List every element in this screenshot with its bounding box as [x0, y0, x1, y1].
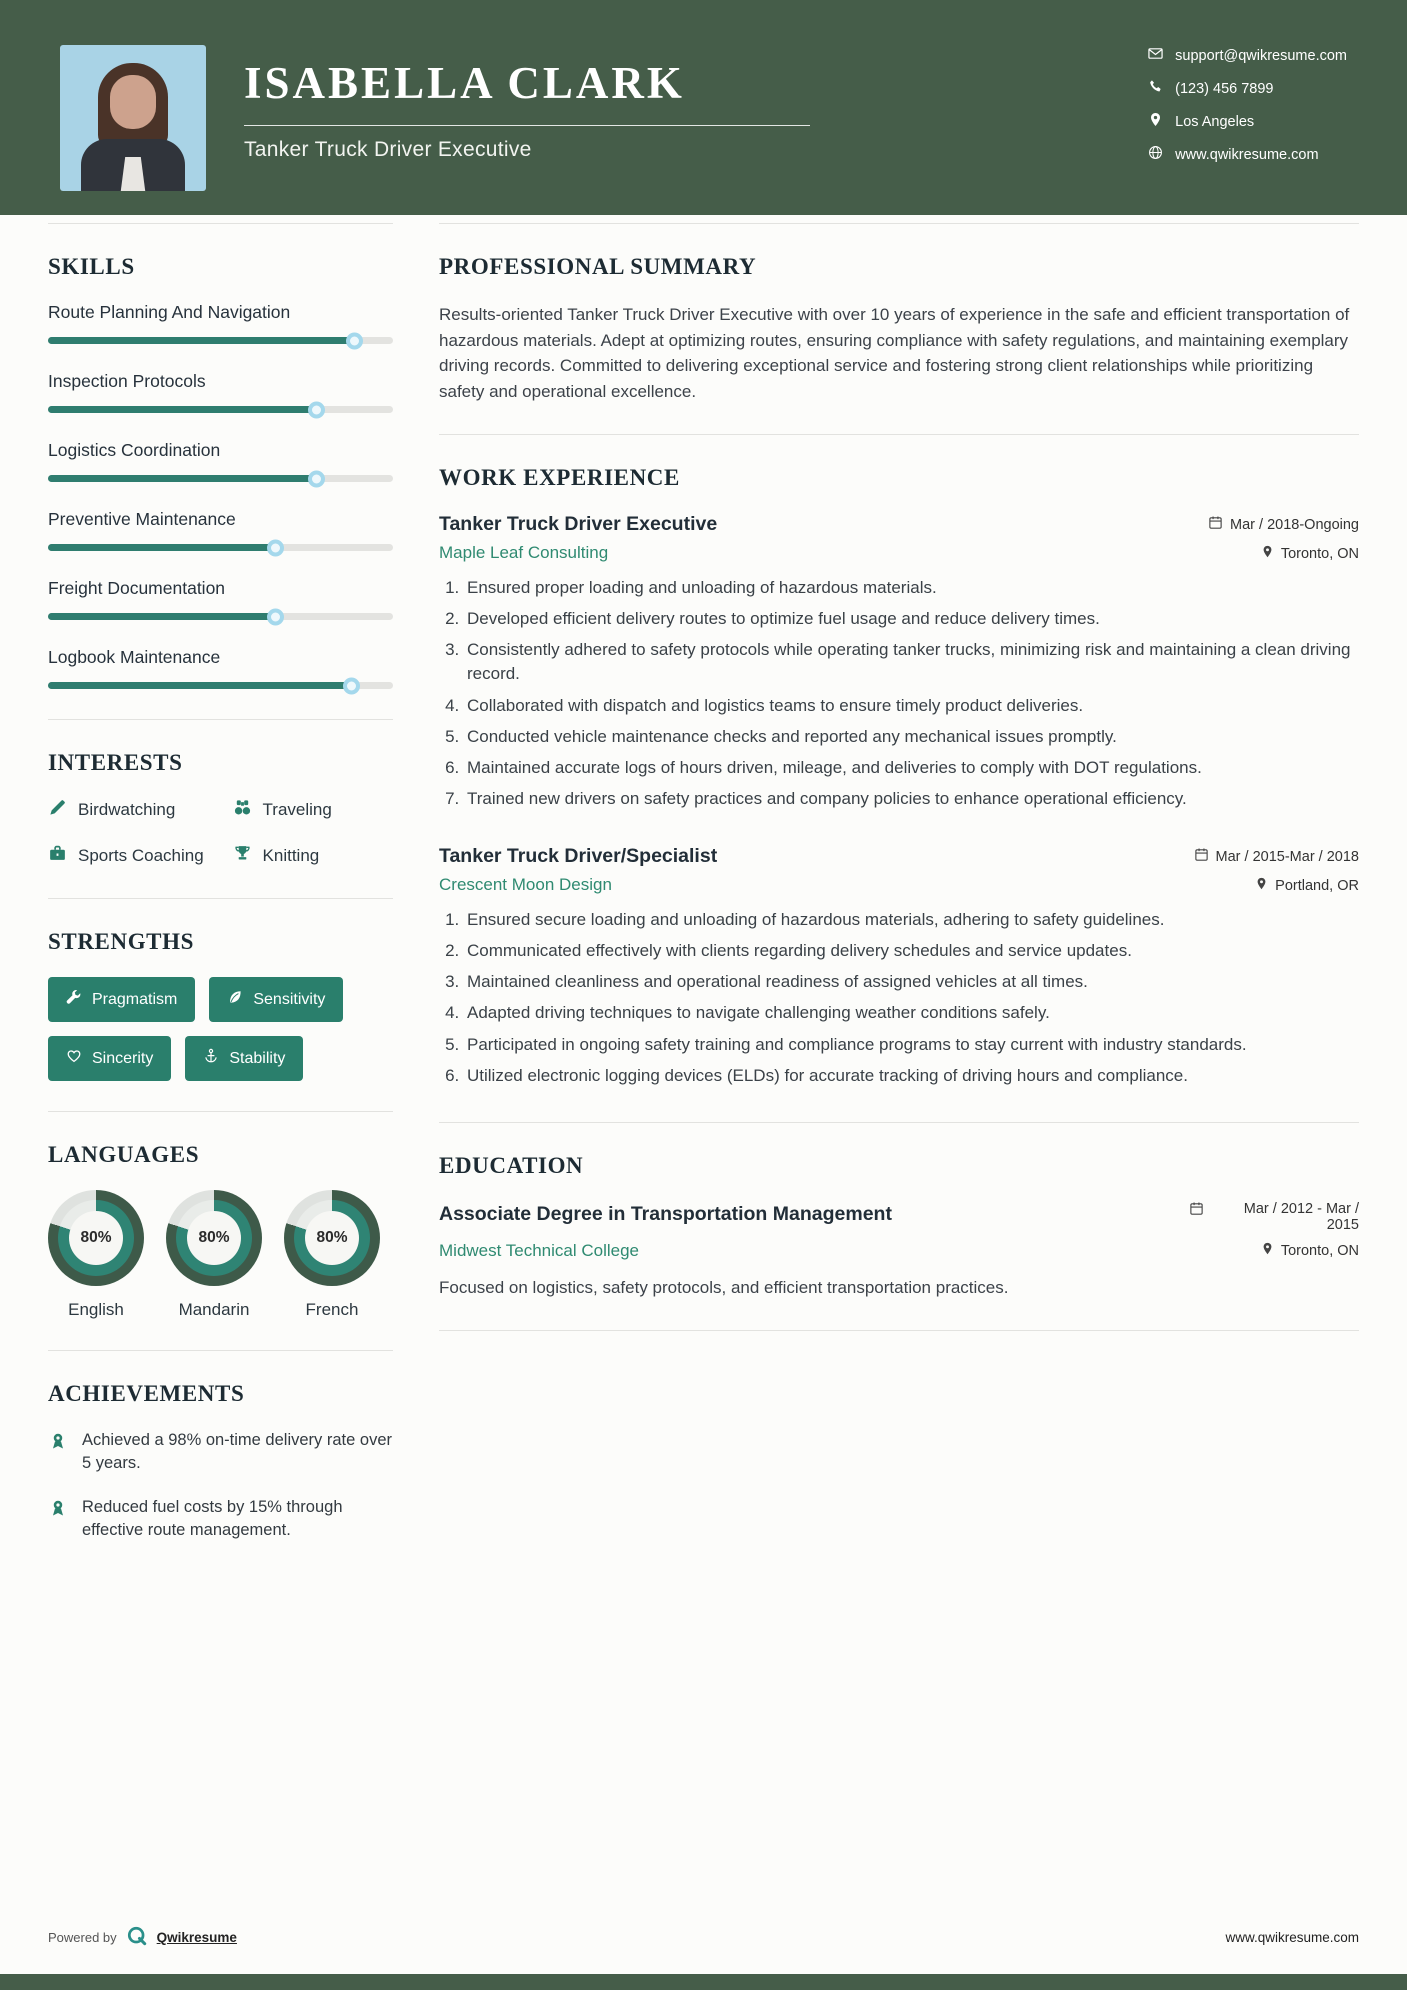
- education-location-text: Toronto, ON: [1280, 1242, 1359, 1259]
- award-icon: [48, 1429, 68, 1476]
- language-label: Mandarin: [178, 1300, 250, 1319]
- contact-location: [1148, 112, 1347, 131]
- language-label: French: [305, 1300, 359, 1319]
- phone-icon: [1148, 79, 1163, 98]
- interest-label: Sports Coaching: [78, 846, 204, 865]
- job-bullet: 7. Trained new drivers on safety practices and company policies to enhance operational efficiency.: [464, 787, 1359, 811]
- job-title: Tanker Truck Driver Executive: [439, 513, 718, 535]
- skill-label: Logistics Coordination: [48, 440, 221, 460]
- calendar-icon: [1189, 1201, 1204, 1233]
- contact-email[interactable]: [1148, 46, 1347, 65]
- job-bullet: 5. Conducted vehicle maintenance checks and reported any mechanical issues promptly.: [464, 725, 1359, 749]
- skill-label: Logbook Maintenance: [48, 647, 221, 667]
- job-bullets: [439, 576, 1359, 811]
- skill-label: Inspection Protocols: [48, 371, 206, 391]
- header-main: [244, 45, 810, 215]
- job-title: Tanker Truck Driver/Specialist: [439, 845, 718, 867]
- company-link[interactable]: Crescent Moon Design: [439, 875, 612, 894]
- heart-icon: [66, 1048, 82, 1069]
- right-column: [439, 223, 1359, 1563]
- pin-icon: [1261, 545, 1274, 562]
- skill-bar: [48, 475, 393, 482]
- interest-item: [233, 844, 393, 868]
- achievements-heading: ACHIEVEMENTS: [48, 1381, 245, 1406]
- skill-knob: [346, 332, 363, 349]
- job-dates-text: Mar / 2015-Mar / 2018: [1215, 848, 1359, 865]
- job-bullet: 3. Maintained cleanliness and operational readiness of assigned vehicles at all times.: [464, 970, 1359, 994]
- job-bullets: [439, 908, 1359, 1088]
- email-icon: [1148, 46, 1163, 65]
- job-location-text: Toronto, ON: [1280, 545, 1359, 562]
- job-bullet: 2. Communicated effectively with clients regarding delivery schedules and service updates.: [464, 939, 1359, 963]
- language-percent: 80%: [305, 1211, 359, 1265]
- skill-item: [48, 578, 393, 620]
- job-dates-text: Mar / 2018-Ongoing: [1230, 516, 1359, 533]
- globe-icon: [1148, 145, 1163, 164]
- anchor-icon: [203, 1048, 219, 1069]
- contact-email-text: support@qwikresume.com: [1175, 47, 1347, 64]
- bottom-bar: [0, 1974, 1407, 1990]
- pin-icon: [1255, 877, 1268, 894]
- calendar-icon: [1208, 515, 1223, 534]
- job-bullet: 5. Participated in ongoing safety training and compliance programs to stay current with industry standards.: [464, 1033, 1359, 1057]
- wrench-icon: [66, 989, 82, 1010]
- person-name: ISABELLA CLARK: [244, 58, 685, 108]
- divider: [439, 1330, 1359, 1331]
- achievement-item: [48, 1496, 393, 1543]
- job-dates: [1208, 515, 1359, 534]
- language-item: [284, 1190, 380, 1320]
- contact-website[interactable]: [1148, 145, 1347, 164]
- company-link[interactable]: Maple Leaf Consulting: [439, 543, 609, 562]
- skill-label: Route Planning And Navigation: [48, 302, 291, 322]
- job-dates: [1194, 847, 1359, 866]
- divider: [48, 719, 393, 720]
- divider: [439, 434, 1359, 435]
- header: [0, 0, 1407, 215]
- job-bullet: 6. Maintained accurate logs of hours driven, mileage, and deliveries to comply with DOT regulations.: [464, 756, 1359, 780]
- summary-heading: PROFESSIONAL SUMMARY: [439, 254, 757, 279]
- skill-label: Preventive Maintenance: [48, 509, 236, 529]
- left-column: [48, 223, 393, 1563]
- strengths-heading: STRENGTHS: [48, 929, 195, 954]
- strength-badge: [48, 1036, 171, 1081]
- job-bullet: 4. Adapted driving techniques to navigate challenging weather conditions safely.: [464, 1001, 1359, 1025]
- strength-label: Stability: [229, 1049, 286, 1067]
- interest-item: [48, 798, 233, 822]
- language-percent: 80%: [187, 1211, 241, 1265]
- job-bullet: 3. Consistently adhered to safety protocols while operating tanker trucks, minimizing risk and maintaining a clean driving record.: [464, 638, 1359, 686]
- language-item: [48, 1190, 144, 1320]
- skills-heading: SKILLS: [48, 254, 135, 279]
- skill-item: [48, 440, 393, 482]
- skill-item: [48, 509, 393, 551]
- award-icon: [48, 1496, 68, 1543]
- achievement-text: Reduced fuel costs by 15% through effective route management.: [82, 1497, 343, 1540]
- person-title: Tanker Truck Driver Executive: [244, 138, 532, 161]
- language-item: [166, 1190, 262, 1320]
- powered-by: [48, 1925, 237, 1950]
- strength-badge: [48, 977, 195, 1022]
- pen-icon: [48, 798, 67, 822]
- skill-knob: [267, 539, 284, 556]
- degree-title: Associate Degree in Transportation Management: [439, 1202, 892, 1225]
- job-entry: [439, 513, 1359, 811]
- interest-item: [48, 844, 233, 868]
- skill-label: Freight Documentation: [48, 578, 226, 598]
- qwikresume-link[interactable]: Qwikresume: [156, 1930, 237, 1945]
- language-donut: [166, 1190, 262, 1286]
- interests-list: [48, 798, 393, 868]
- divider: [48, 1111, 393, 1112]
- strength-badge: [209, 977, 343, 1022]
- leaf-icon: [227, 989, 243, 1010]
- job-location-text: Portland, OR: [1275, 877, 1359, 894]
- job-bullet: 1. Ensured proper loading and unloading of hazardous materials.: [464, 576, 1359, 600]
- strength-label: Sensitivity: [253, 990, 326, 1008]
- pin-icon: [1261, 1242, 1274, 1259]
- interest-label: Traveling: [262, 800, 332, 819]
- education-dates: [1189, 1201, 1359, 1233]
- skill-bar: [48, 613, 393, 620]
- summary-text: Results-oriented Tanker Truck Driver Executive with over 10 years of experience in the safe and efficient transportation of hazardous materials. Adept at optimizing routes, ensuring compliance with safety regulations, and maintaining exemplary driving records. Committed to delivering exceptional service and fostering strong client relationships while prioritizing safety and operational excellence.: [439, 305, 1350, 401]
- trophy-icon: [233, 844, 252, 868]
- strengths-list: [48, 977, 393, 1081]
- language-donut: [48, 1190, 144, 1286]
- contact-phone: [1148, 79, 1347, 98]
- profile-photo: [60, 45, 206, 191]
- achievement-item: [48, 1429, 393, 1476]
- job-bullet: 6. Utilized electronic logging devices (ELDs) for accurate tracking of driving hours and compliance.: [464, 1064, 1359, 1088]
- contact-phone-text: (123) 456 7899: [1175, 80, 1274, 97]
- job-location: [1255, 877, 1359, 894]
- education-dates-text: Mar / 2012 - Mar / 2015: [1243, 1200, 1359, 1233]
- skill-bar: [48, 337, 393, 344]
- interest-label: Birdwatching: [78, 800, 176, 819]
- experience-heading: WORK EXPERIENCE: [439, 465, 680, 490]
- location-icon: [1148, 112, 1163, 131]
- footer-site: www.qwikresume.com: [1225, 1930, 1359, 1945]
- divider: [48, 1350, 393, 1351]
- skill-knob: [308, 470, 325, 487]
- job-entry: [439, 845, 1359, 1088]
- job-bullet: 2. Developed efficient delivery routes to optimize fuel usage and reduce delivery times.: [464, 607, 1359, 631]
- strength-label: Sincerity: [92, 1049, 154, 1067]
- binoculars-icon: [233, 798, 252, 822]
- contact-list: [1148, 46, 1347, 164]
- main-content: [0, 215, 1407, 1563]
- job-location: [1261, 545, 1359, 562]
- language-percent: 80%: [69, 1211, 123, 1265]
- skill-knob: [308, 401, 325, 418]
- qwikresume-logo-icon: [126, 1925, 148, 1950]
- strength-badge: [185, 1036, 303, 1081]
- language-donut: [284, 1190, 380, 1286]
- powered-by-text: Powered by: [48, 1930, 117, 1945]
- education-heading: EDUCATION: [439, 1152, 584, 1178]
- contact-location-text: Los Angeles: [1175, 113, 1255, 130]
- skill-knob: [343, 677, 360, 694]
- divider: [48, 898, 393, 899]
- skill-bar: [48, 544, 393, 551]
- calendar-icon: [1194, 847, 1209, 866]
- interest-item: [233, 798, 393, 822]
- education-note: Focused on logistics, safety protocols, and efficient transportation practices.: [439, 1277, 1009, 1297]
- interest-label: Knitting: [262, 846, 320, 865]
- language-label: English: [68, 1300, 124, 1319]
- skill-bar: [48, 682, 393, 689]
- skill-bar: [48, 406, 393, 413]
- briefcase-icon: [48, 844, 67, 868]
- achievement-text: Achieved a 98% on-time delivery rate over 5 years.: [82, 1431, 392, 1473]
- job-bullet: 1. Ensured secure loading and unloading of hazardous materials, adhering to safety guidelines.: [464, 908, 1359, 932]
- languages-list: [48, 1190, 393, 1320]
- strength-label: Pragmatism: [92, 990, 178, 1008]
- job-bullet: 4. Collaborated with dispatch and logistics teams to ensure timely product deliveries.: [464, 694, 1359, 718]
- languages-heading: LANGUAGES: [48, 1142, 200, 1167]
- interests-heading: INTERESTS: [48, 750, 183, 775]
- divider: [439, 1122, 1359, 1123]
- skill-item: [48, 371, 393, 413]
- footer: [48, 1925, 1359, 1950]
- school-link[interactable]: Midwest Technical College: [439, 1240, 640, 1260]
- skill-knob: [267, 608, 284, 625]
- education-location: [1261, 1241, 1359, 1261]
- skill-item: [48, 647, 393, 689]
- skill-item: [48, 302, 393, 344]
- contact-website-text: www.qwikresume.com: [1175, 146, 1319, 163]
